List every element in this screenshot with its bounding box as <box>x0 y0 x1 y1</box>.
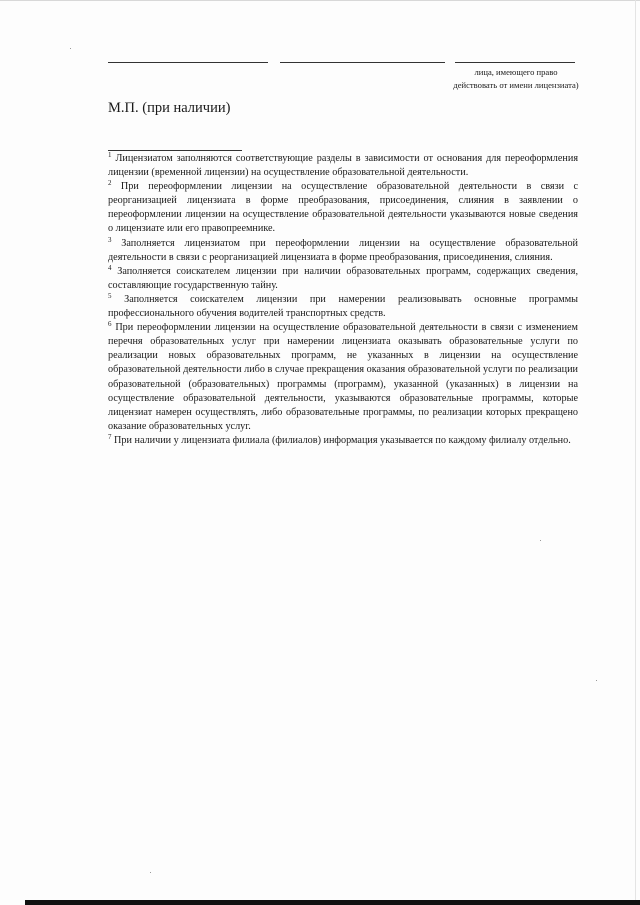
scan-right-edge <box>635 0 636 905</box>
footnotes <box>108 152 578 448</box>
footnote-text: Лицензиатом заполняются соответствующие разделы в зависимости от основания для переоформления лицензии (временной лицензии) на осуществление образовательной деятельности. <box>108 153 578 179</box>
scan-bottom-edge <box>25 900 640 905</box>
footnote-3 <box>108 237 578 265</box>
footnote-7 <box>108 434 578 448</box>
footnote-marker: 4 <box>108 263 112 272</box>
scan-speck <box>596 680 597 681</box>
footnote-marker: 2 <box>108 179 112 188</box>
footnote-separator <box>108 150 242 151</box>
footnote-marker: 3 <box>108 235 112 244</box>
footnote-text: При наличии у лицензиата филиала (филиалов) информация указывается по каждому филиалу отдельно. <box>111 434 571 446</box>
signature-caption: лица, имеющего право действовать от имени лицензиата) <box>453 67 579 90</box>
signature-line-signature <box>280 62 445 63</box>
signature-line-position <box>108 62 268 63</box>
footnote-text: При переоформлении лицензии на осуществление образовательной деятельности в связи с реорганизацией лицензиата в форме преобразования, присоединения, слияния в заявлении о переоформлении лицензии на осуществление образовательной деятельности указываются новые сведения о лицензиате или его правопреемнике. <box>108 181 578 235</box>
footnote-marker: 6 <box>108 320 112 329</box>
scan-speck <box>70 48 71 49</box>
signature-line-name <box>455 62 575 63</box>
footnote-1 <box>108 152 578 180</box>
scan-speck <box>150 872 151 873</box>
footnote-text: При переоформлении лицензии на осуществление образовательной деятельности в связи с изменением перечня образовательных услуг при намерении лицензиата оказывать образовательные услуги по реализации новых образовательных программ, не указанных в лицензии на осуществление образовательной деятельности либо в случае прекращения оказания образовательной услуги по реализации образовательной (образовательных) программы (программ), указанной (указанных) в лицензии на осуществление образовательной деятельности, указываются образовательные программы, которые лицензиат намерен осуществлять, либо образовательные программы, по реализации которых прекращено оказание образовательных услуг. <box>108 322 578 432</box>
stamp-label: М.П. (при наличии) <box>108 100 231 116</box>
footnote-marker: 5 <box>108 291 112 300</box>
footnote-2 <box>108 180 578 236</box>
scan-speck <box>540 540 541 541</box>
footnote-marker: 7 <box>108 432 112 441</box>
scan-top-edge <box>0 0 640 1</box>
footnote-5 <box>108 293 578 321</box>
footnote-4 <box>108 265 578 293</box>
footnote-marker: 1 <box>108 151 112 159</box>
footnote-text: Заполняется соискателем лицензии при намерении реализовывать основные программы профессионального обучения водителей транспортных средств. <box>108 293 578 320</box>
footnote-6 <box>108 321 578 434</box>
footnote-text: Заполняется лицензиатом при переоформлении лицензии на осуществление образовательной деятельности в связи с реорганизацией лицензиата в форме преобразования, присоединения, слияния. <box>108 237 578 263</box>
footnote-text: Заполняется соискателем лицензии при наличии образовательных программ, содержащих сведения, составляющие государственную тайну. <box>108 265 578 291</box>
